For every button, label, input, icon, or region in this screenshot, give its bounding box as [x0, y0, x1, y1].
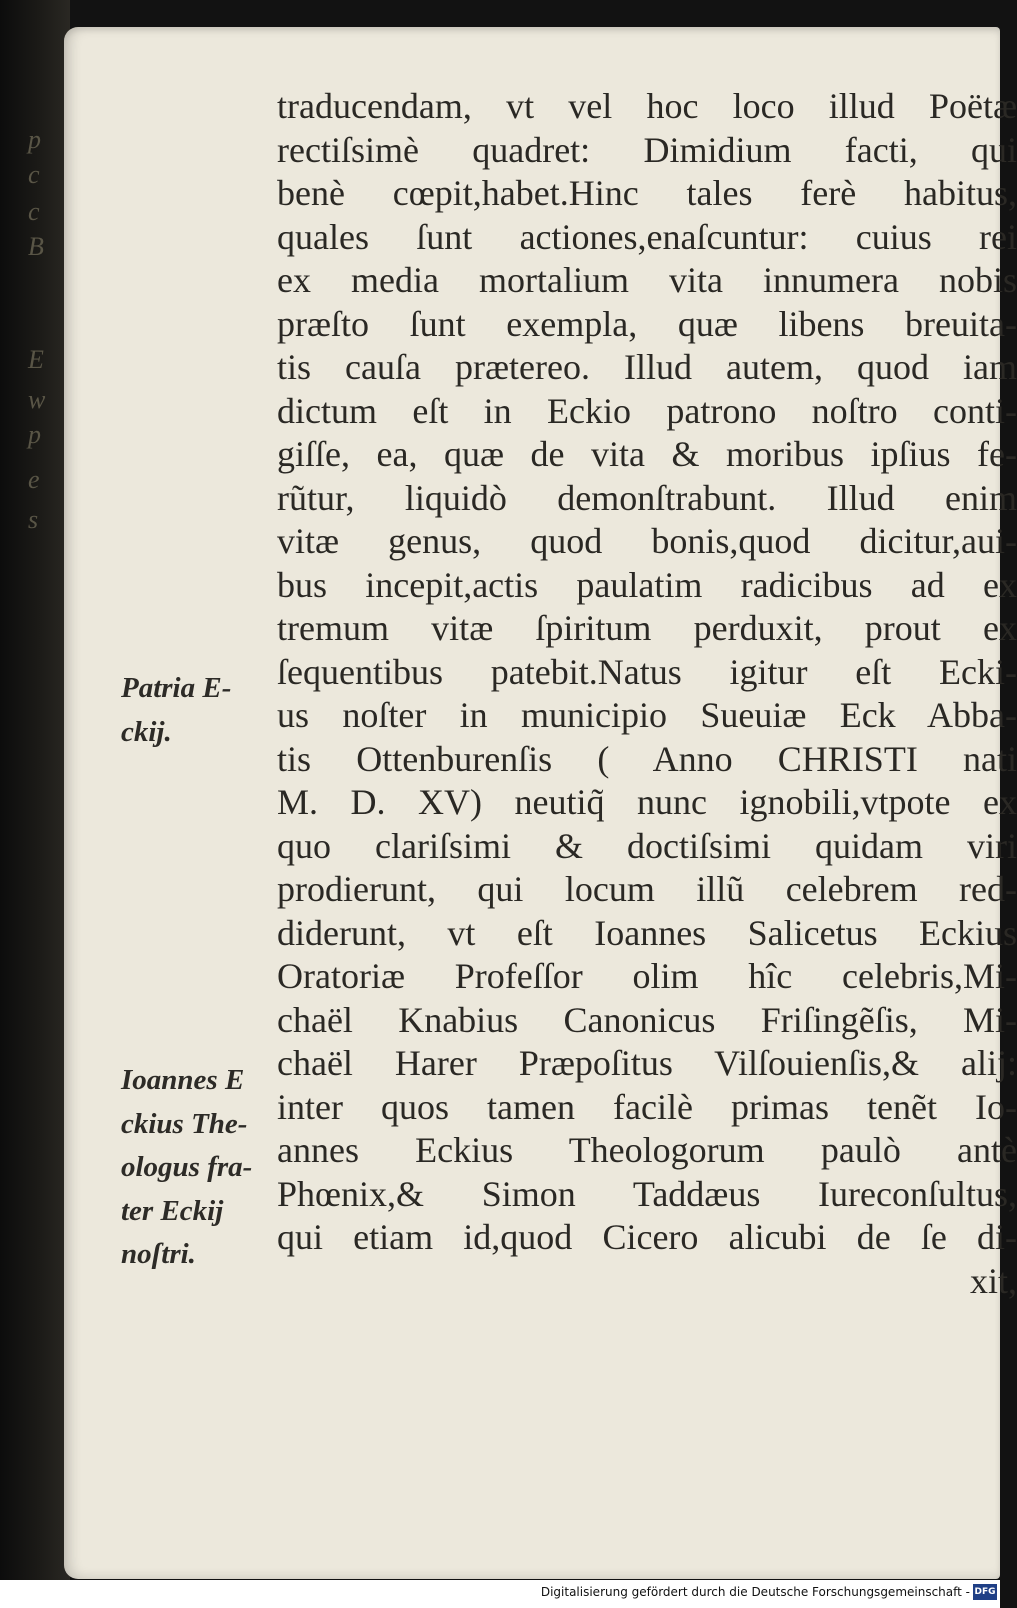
text-line: Oratoriæ Profeſſor olim hîc celebris,Mi-	[277, 956, 1017, 996]
digitization-footer	[0, 1580, 1000, 1608]
text-line: chaël Knabius Canonicus Friſingẽſis, Mi-	[277, 999, 1017, 1040]
text-line: inter quos tamen facilè primas tenẽt Io-	[277, 1086, 1017, 1127]
margin-note-line: ologus fra-	[121, 1151, 253, 1183]
margin-note-line: ter Eckij	[121, 1194, 224, 1227]
dfg-logo: DFG	[973, 1584, 997, 1600]
bleed-letter: B	[28, 232, 44, 261]
bleed-letter: e	[28, 465, 40, 494]
text-line: dictum eſt in Eckio patrono noſtro conti-	[277, 390, 1017, 431]
text-line: quales ſunt actiones,enaſcuntur: cuius rei	[277, 216, 1017, 257]
margin-note-ioannes	[121, 1059, 291, 1277]
text-line: qui etiam id,quod Cicero alicubi de ſe di-	[277, 1217, 1017, 1257]
text-line: M. D. XV) neutiq̃ nunc ignobili,vtpote ex	[277, 782, 1017, 822]
text-line: tremum vitæ ſpiritum perduxit, prout ex	[277, 608, 1017, 648]
bleed-letter: p	[28, 420, 41, 449]
margin-note-line: noſtri.	[121, 1238, 196, 1270]
text-line: rũtur, liquidò demonſtrabunt. Illud enim	[277, 477, 1017, 518]
text-line: tis Ottenburenſis ( Anno CHRISTI nati	[277, 738, 1017, 779]
text-line: benè cœpit,habet.Hinc tales ferè habitus,	[277, 173, 1017, 213]
catchword: xit,	[969, 1260, 1017, 1301]
text-line: vitæ genus, quod bonis,quod dicitur,aui-	[277, 521, 1017, 561]
margin-note-patria	[121, 667, 291, 754]
text-line: quo clariſsimi & doctiſsimi quidam viri	[277, 825, 1017, 866]
text-line: Phœnix,& Simon Taddæus Iureconſultus,	[277, 1173, 1017, 1214]
text-line: ex media mortalium vita innumera nobis	[277, 260, 1017, 300]
bleed-letter: p	[28, 125, 41, 154]
text-line: us noſter in municipio Sueuiæ Eck Abba-	[277, 695, 1017, 735]
text-line: tis cauſa prætereo. Illud autem, quod iam	[277, 347, 1017, 387]
margin-note-line: ckius The-	[121, 1107, 248, 1140]
book-page	[64, 27, 1017, 1579]
text-line: prodierunt, qui locum illũ celebrem red-	[277, 869, 1017, 909]
text-line: chaël Harer Præpoſitus Vilſouienſis,& alij:	[277, 1043, 1017, 1083]
bleed-letter: w	[28, 385, 46, 414]
bleed-letter: E	[28, 345, 44, 374]
margin-note-line: Patria E-	[121, 672, 232, 704]
text-line: giſſe, ea, quæ de vita & moribus ipſius fe-	[277, 434, 1017, 474]
margin-note-line: ckij.	[121, 715, 172, 748]
margin-note-line: Ioannes E	[121, 1064, 245, 1096]
text-line: diderunt, vt eſt Ioannes Salicetus Eckius	[277, 912, 1017, 953]
bleed-letter: c	[28, 197, 40, 226]
body-text	[277, 85, 1017, 1303]
text-line: ſequentibus patebit.Natus igitur eſt Ecki-	[277, 651, 1017, 692]
bleed-letter: s	[28, 505, 39, 534]
bleed-letter: c	[28, 160, 40, 189]
funding-credit: Digitalisierung gefördert durch die Deutsche Forschungsgemeinschaft -	[540, 1585, 970, 1599]
text-line: traducendam, vt vel hoc loco illud Poëtæ	[277, 86, 1017, 126]
text-line: præſto ſunt exempla, quæ libens breuita-	[277, 303, 1017, 344]
text-line: bus incepit,actis paulatim radicibus ad ex	[277, 564, 1017, 605]
text-line: annes Eckius Theologorum paulò antè	[277, 1130, 1017, 1170]
text-line: rectiſsimè quadret: Dimidium facti, qui	[277, 129, 1017, 170]
previous-page-edge	[0, 0, 70, 1580]
